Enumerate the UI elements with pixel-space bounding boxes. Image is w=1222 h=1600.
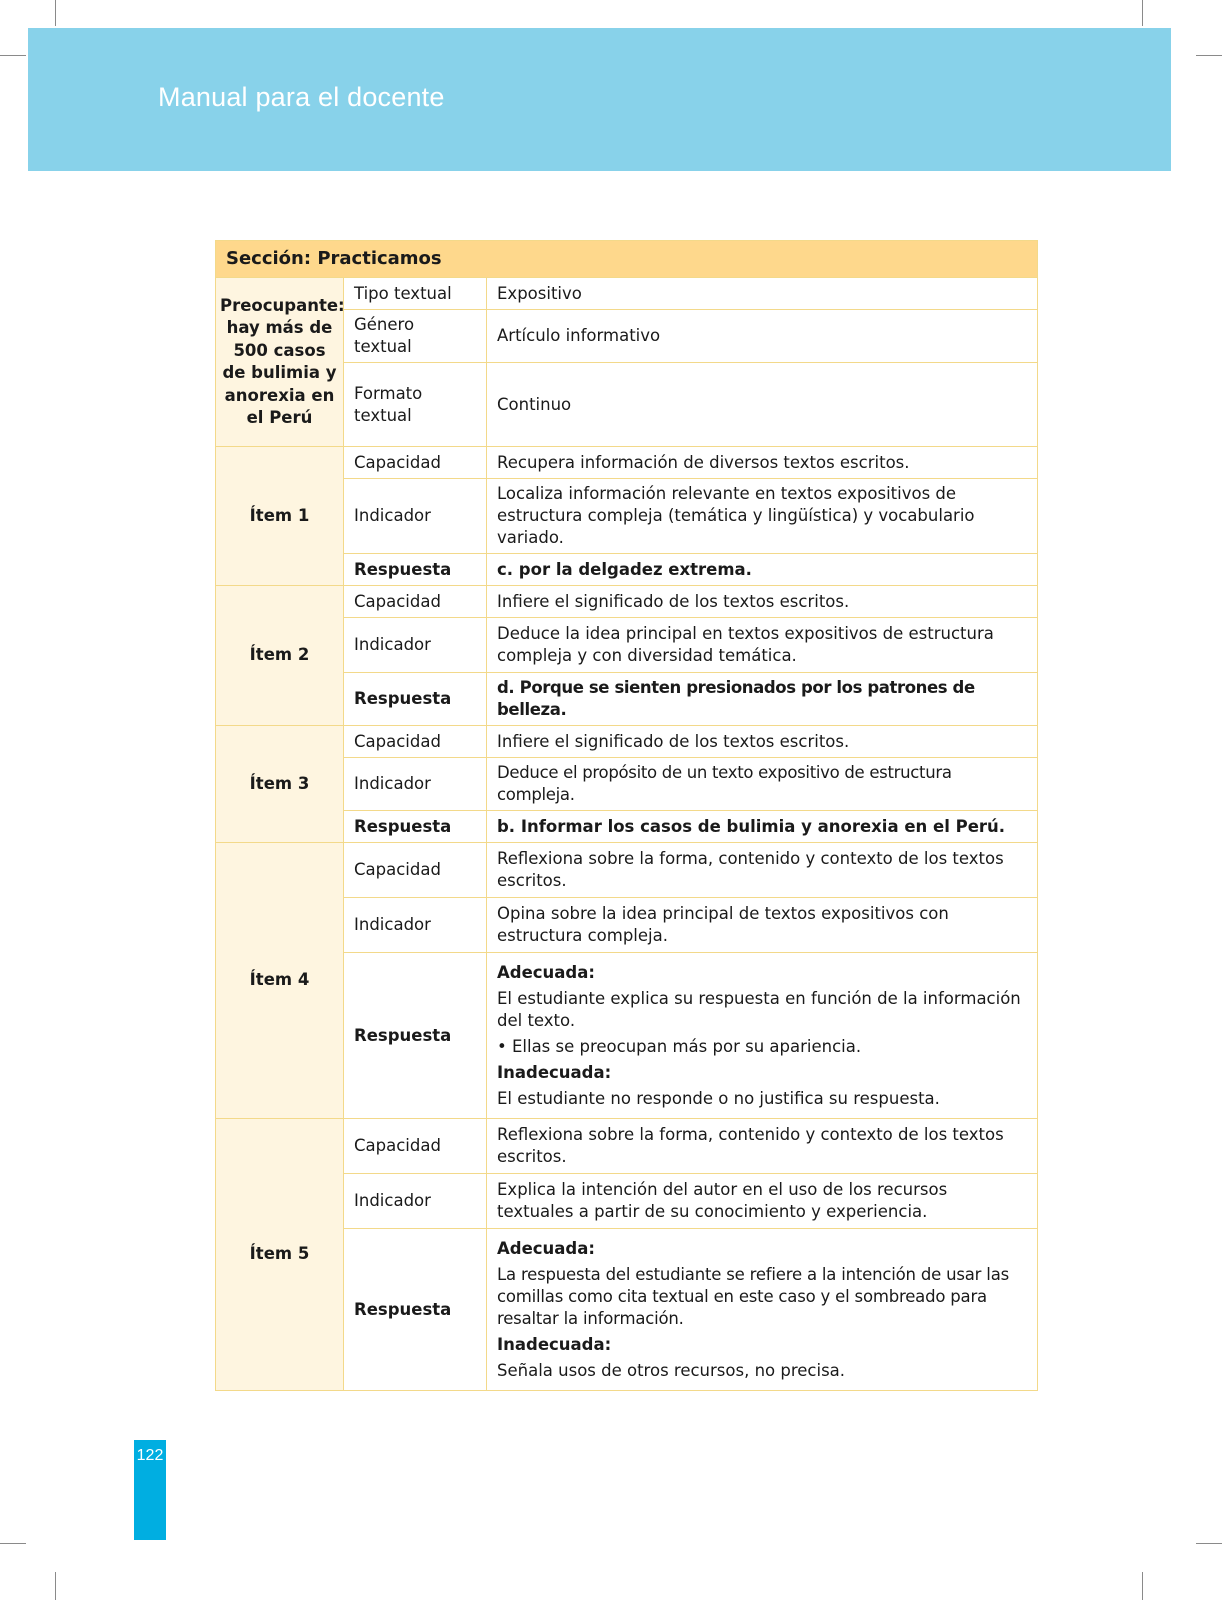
row-value: Artículo informativo <box>487 310 1038 363</box>
capacidad-value: Reflexiona sobre la forma, contenido y contexto de los textos escritos. <box>487 843 1038 898</box>
capacidad-label: Capacidad <box>344 1119 487 1174</box>
adecuada-text: La respuesta del estudiante se refiere a la intención de usar las comillas como cita textual en este caso y el sombreado para resaltar la información. <box>497 1264 1009 1328</box>
crop-mark <box>0 55 26 56</box>
crop-mark <box>55 1572 56 1600</box>
item-label: Ítem 3 <box>216 726 344 843</box>
section-header-row <box>216 241 1038 278</box>
respuesta-label: Respuesta <box>344 1229 487 1391</box>
crop-mark <box>1142 0 1143 26</box>
row-value: Expositivo <box>487 278 1038 310</box>
indicador-label: Indicador <box>344 898 487 953</box>
respuesta-label: Respuesta <box>344 554 487 586</box>
respuesta-label: Respuesta <box>344 673 487 726</box>
section-title: Sección: Practicamos <box>216 241 1038 278</box>
indicador-value: Explica la intención del autor en el uso de los recursos textuales a partir de su conocimiento y experiencia. <box>487 1174 1038 1229</box>
adecuada-bullet: • Ellas se preocupan más por su apariencia. <box>497 1036 862 1056</box>
item-label: Ítem 2 <box>216 586 344 726</box>
item-label: Ítem 4 <box>216 843 344 1119</box>
capacidad-value: Reflexiona sobre la forma, contenido y contexto de los textos escritos. <box>487 1119 1038 1174</box>
table-row <box>216 447 1038 479</box>
row-value: Continuo <box>487 363 1038 447</box>
adecuada-text: El estudiante explica su respuesta en función de la información del texto. <box>497 988 1021 1030</box>
inadecuada-text: Señala usos de otros recursos, no precisa. <box>497 1360 846 1380</box>
indicador-label: Indicador <box>344 479 487 554</box>
inadecuada-label: Inadecuada: <box>497 1062 612 1082</box>
respuesta-value: d. Porque se sienten presionados por los patrones de belleza. <box>487 673 1038 726</box>
evaluation-table <box>215 240 1038 1391</box>
item-label: Ítem 1 <box>216 447 344 586</box>
capacidad-label: Capacidad <box>344 726 487 758</box>
crop-mark <box>55 0 56 26</box>
capacidad-value: Recupera información de diversos textos escritos. <box>487 447 1038 479</box>
table-row <box>216 1119 1038 1174</box>
row-label: Tipo textual <box>344 278 487 310</box>
indicador-label: Indicador <box>344 758 487 811</box>
adecuada-label: Adecuada: <box>497 962 595 982</box>
page-number: 122 <box>136 1447 164 1464</box>
indicador-value: Opina sobre la idea principal de textos expositivos con estructura compleja. <box>487 898 1038 953</box>
indicador-label: Indicador <box>344 1174 487 1229</box>
table-row <box>216 278 1038 310</box>
row-label: Formato textual <box>344 363 487 447</box>
respuesta-value <box>487 953 1038 1119</box>
table-row <box>216 843 1038 898</box>
indicador-label: Indicador <box>344 618 487 673</box>
respuesta-label: Respuesta <box>344 953 487 1119</box>
crop-mark <box>1196 55 1222 56</box>
text-title: Preocupante: hay más de 500 casos de bulimia y anorexia en el Perú <box>216 278 344 447</box>
crop-mark <box>1196 1543 1222 1544</box>
capacidad-label: Capacidad <box>344 447 487 479</box>
adecuada-label: Adecuada: <box>497 1238 595 1258</box>
indicador-value: Deduce la idea principal en textos expositivos de estructura compleja y con diversidad temática. <box>487 618 1038 673</box>
table-row <box>216 726 1038 758</box>
capacidad-label: Capacidad <box>344 586 487 618</box>
indicador-value: Localiza información relevante en textos expositivos de estructura compleja (temática y lingüística) y vocabulario variado. <box>487 479 1038 554</box>
header-title: Manual para el docente <box>158 82 445 112</box>
respuesta-value <box>487 1229 1038 1391</box>
crop-mark <box>1142 1572 1143 1600</box>
respuesta-value: b. Informar los casos de bulimia y anorexia en el Perú. <box>487 811 1038 843</box>
capacidad-label: Capacidad <box>344 843 487 898</box>
inadecuada-label: Inadecuada: <box>497 1334 612 1354</box>
item-label: Ítem 5 <box>216 1119 344 1391</box>
indicador-value: Deduce el propósito de un texto expositivo de estructura compleja. <box>487 758 1038 811</box>
inadecuada-text: El estudiante no responde o no justifica su respuesta. <box>497 1088 940 1108</box>
respuesta-value: c. por la delgadez extrema. <box>487 554 1038 586</box>
crop-mark <box>0 1543 26 1544</box>
capacidad-value: Infiere el significado de los textos escritos. <box>487 586 1038 618</box>
row-label: Género textual <box>344 310 487 363</box>
capacidad-value: Infiere el significado de los textos escritos. <box>487 726 1038 758</box>
table-row <box>216 586 1038 618</box>
respuesta-label: Respuesta <box>344 811 487 843</box>
